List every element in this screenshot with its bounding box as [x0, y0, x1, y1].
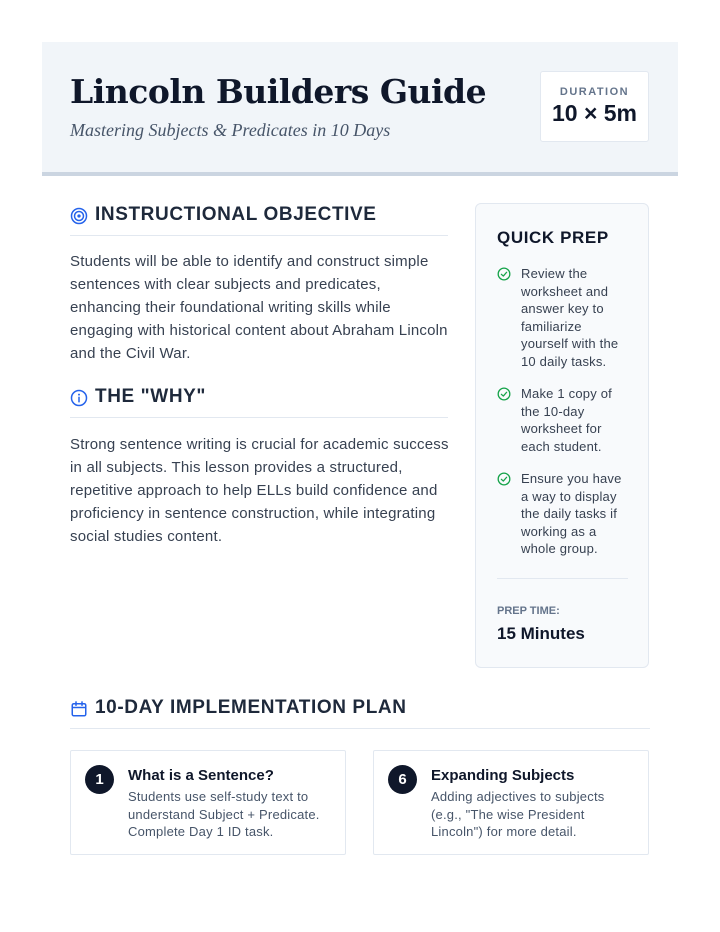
day-card: [373, 750, 649, 855]
prep-item-text: Make 1 copy of the 10-day worksheet for each student.: [521, 386, 612, 454]
why-heading-text: THE "WHY": [95, 386, 207, 407]
objective-text: Students will be able to identify and construct simple sentences with clear subjects and predicates, enhancing their foundational writing skills while engaging with historical content about Abraham Lincoln and the Civil War.: [70, 253, 448, 362]
day-card: [70, 750, 346, 855]
why-text: Strong sentence writing is crucial for academic success in all subjects. This lesson provides a structured, repetitive approach to help ELLs build confidence and proficiency in sentence construction, while integrating social studies content.: [70, 436, 449, 545]
prep-divider: [497, 578, 628, 579]
objective-heading: [70, 204, 448, 236]
prep-time-value: 15 Minutes: [497, 624, 585, 643]
prep-item-text: Review the worksheet and answer key to familiarize yourself with the 10 daily tasks.: [521, 266, 619, 369]
day-description: Adding adjectives to subjects (e.g., "The wise President Lincoln") for more detail.: [431, 789, 605, 839]
day-description: Students use self-study text to understand Subject + Predicate. Complete Day 1 ID task.: [128, 789, 320, 839]
header-banner: [42, 42, 678, 176]
day-title: Expanding Subjects: [431, 767, 575, 784]
plan-heading-text: 10-DAY IMPLEMENTATION PLAN: [95, 697, 407, 718]
target-icon: [70, 207, 88, 225]
prep-time-label: PREP TIME:: [497, 605, 560, 617]
info-icon: [70, 389, 88, 407]
prep-item: [497, 470, 632, 558]
day-number-badge: 1: [85, 765, 114, 794]
duration-label: DURATION: [559, 86, 630, 98]
duration-value: 10 × 5m: [551, 100, 638, 126]
why-heading: [70, 386, 448, 418]
day-title: What is a Sentence?: [128, 767, 274, 784]
calendar-icon: [70, 700, 88, 718]
prep-item: [497, 385, 632, 455]
check-circle-icon: [497, 267, 511, 281]
quick-prep-panel: [475, 203, 649, 668]
objective-heading-text: INSTRUCTIONAL OBJECTIVE: [95, 204, 377, 225]
quick-prep-title: QUICK PREP: [497, 228, 609, 247]
check-circle-icon: [497, 387, 511, 401]
prep-item-text: Ensure you have a way to display the daily tasks if working as a whole group.: [521, 471, 622, 556]
plan-heading: [70, 697, 650, 729]
prep-item: [497, 265, 632, 370]
duration-badge: [540, 71, 649, 142]
day-number-badge: 6: [388, 765, 417, 794]
check-circle-icon: [497, 472, 511, 486]
page-title: Lincoln Builders Guide: [70, 72, 487, 111]
page-subtitle: Mastering Subjects & Predicates in 10 Days: [70, 120, 391, 140]
